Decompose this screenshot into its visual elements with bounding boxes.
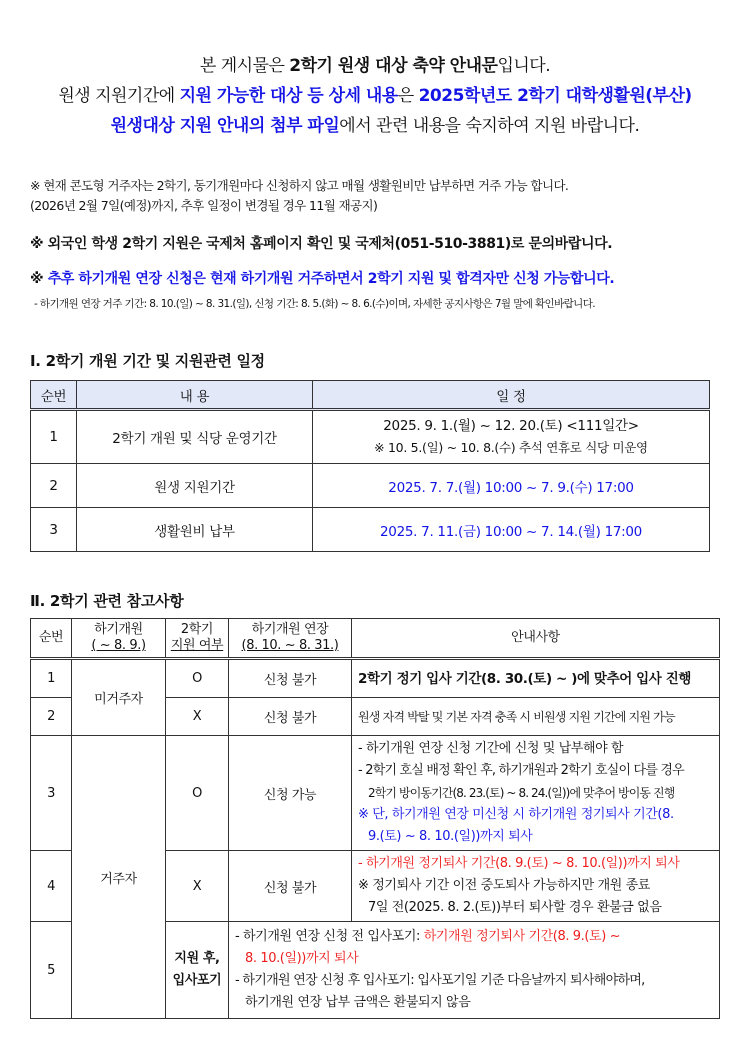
schedule-table [30, 380, 710, 552]
table-row: 4 X 신청 불가 - 하기개원 정기퇴사 기간(8. 9.(토) ~ 8. 10.(일))까지 퇴사 ※ 정기퇴사 기간 이전 중도퇴사 가능하지만 개원 종료 7일 전(2025. 8. 2.(토))부터 퇴사할 경우 환불금 없음 [31, 851, 720, 922]
headline-line-3: 원생대상 지원 안내의 첨부 파일에서 관련 내용을 숙지하여 지원 바랍니다. [110, 116, 640, 136]
table-row: 1 2학기 개원 및 식당 운영기간 2025. 9. 1.(월) ~ 12. 20.(토) <111일간> ※ 10. 5.(일) ~ 10. 8.(수) 추석 연휴로 식당 미운영 [31, 410, 710, 464]
section2-title: Ⅱ. 2학기 관련 참고사항 [30, 592, 184, 610]
table-header-row [31, 381, 710, 410]
table-header-row: 순번 하기개원 ( ~ 8. 9.) 2학기 지원 여부 하기개원 연장 (8. 10. ~ 8. 31.) 안내사항 [31, 619, 720, 659]
table-row: 3 생활원비 납부 2025. 7. 11.(금) 10:00 ~ 7. 14.(월) 17:00 [31, 508, 710, 552]
table-row: 1 미거주자 O 신청 불가 2학기 정기 입사 기간(8. 30.(토) ~ )에 맞추어 입사 진행 [31, 659, 720, 698]
reference-table [30, 618, 720, 1019]
extension-note: ※ 추후 하기개원 연장 신청은 현재 하기개원 거주하면서 2학기 지원 및 합격자만 신청 가능합니다. [30, 271, 615, 287]
foreign-student-note: ※ 외국인 학생 2학기 지원은 국제처 홈페이지 확인 및 국제처(051-510-3881)로 문의바랍니다. [30, 236, 613, 252]
section1-title: Ⅰ. 2학기 개원 기간 및 지원관련 일정 [30, 352, 265, 370]
condo-note: ※ 현재 콘도형 거주자는 2학기, 동기개원마다 신청하지 않고 매월 생활원비만 납부하면 거주 가능 합니다. (2026년 2월 7일(예정)까지, 추후 일정이 변경될 경우 11월 재공지) [30, 178, 569, 213]
extension-detail-note: - 하기개원 연장 거주 기간: 8. 10.(일) ~ 8. 31.(일), 신청 기간: 8. 5.(화) ~ 8. 6.(수)이며, 자세한 공지사항은 7월 말에 확인바랍니다. [34, 298, 596, 310]
headline-line-2: 원생 지원기간에 지원 가능한 대상 등 상세 내용은 2025학년도 2학기 대학생활원(부산) [58, 86, 692, 106]
table-row: 5 지원 후, 입사포기 - 하기개원 연장 신청 전 입사포기: 하기개원 정기퇴사 기간(8. 9.(토) ~ 8. 10.(일))까지 퇴사 - 하기개원 연장 신청 후 입사포기: 입사포기일 기준 다음날까지 퇴사해야하며, 하기개원 연장 납부 금액은 환불되지 않음 [31, 922, 720, 1019]
header-content: 내 용 [77, 381, 313, 410]
header-schedule: 일 정 [313, 381, 710, 410]
table-row: 3 거주자 O 신청 가능 - 하기개원 연장 신청 기간에 신청 및 납부해야 함 - 2학기 호실 배정 확인 후, 하기개원과 2학기 호실이 다를 경우 2학기 방이동기간(8. 23.(토) ~ 8. 24.(일))에 맞추어 방이동 진행 ※ 단, 하기개원 연장 미신청 시 하기개원 정기퇴사 기간(8. 9.(토) ~ 8. 10.(일))까지 퇴사 [31, 736, 720, 851]
header-no: 순번 [31, 381, 77, 410]
headline-line-1: 본 게시물은 2학기 원생 대상 축약 안내문입니다. [199, 56, 551, 76]
table-row: 2 X 신청 불가 원생 자격 박탈 및 기본 자격 충족 시 비원생 지원 기간에 지원 가능 [31, 698, 720, 736]
table-row: 2 원생 지원기간 2025. 7. 7.(월) 10:00 ~ 7. 9.(수) 17:00 [31, 464, 710, 508]
